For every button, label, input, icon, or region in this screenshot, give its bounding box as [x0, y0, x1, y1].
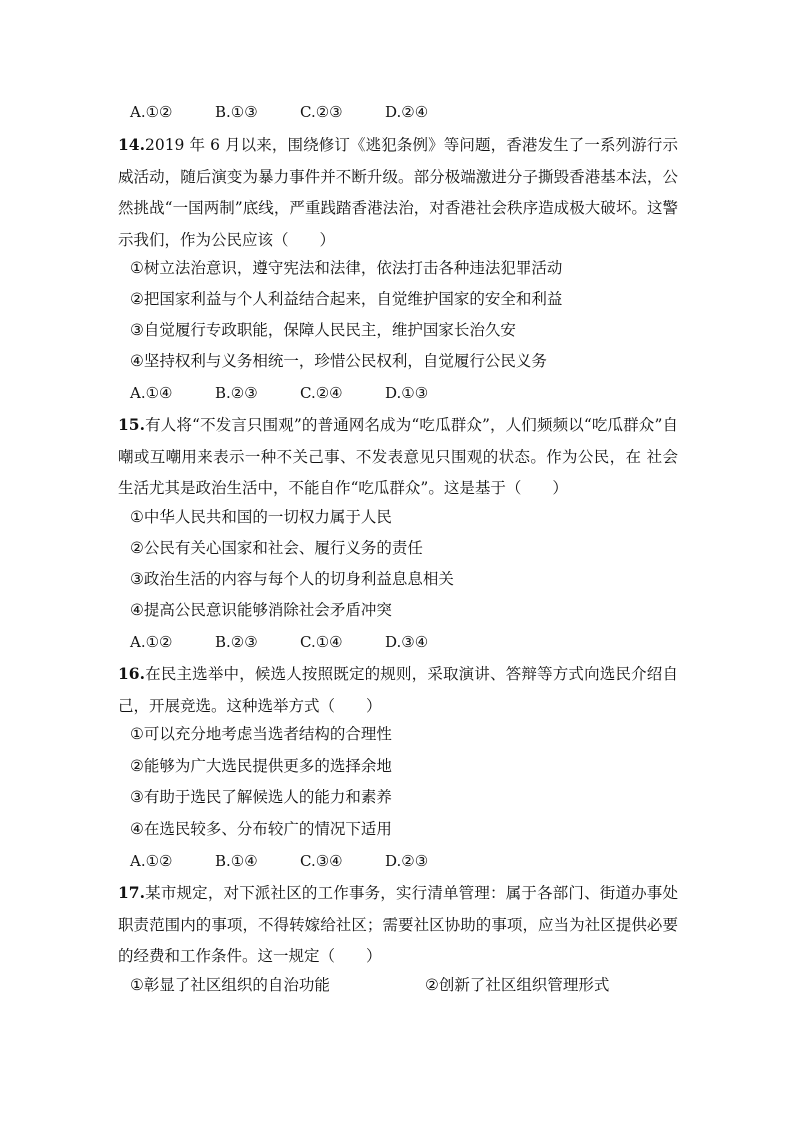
q13-choice-b: B.①③	[215, 103, 258, 121]
q14-choices	[130, 383, 470, 403]
q13-choices	[130, 102, 470, 122]
q13-choice-a: A.①②	[130, 103, 173, 121]
q16-choice-c: C.③④	[300, 852, 343, 870]
q14-stem	[118, 129, 678, 256]
q16-choice-b: B.①④	[215, 852, 258, 870]
q17-option-1: ①彰显了社区组织的自治功能	[130, 976, 330, 994]
q15-choice-c: C.①④	[300, 633, 343, 651]
q13-choice-c: C.②③	[300, 103, 343, 121]
q14-option-2: ②把国家利益与个人利益结合起来，自觉维护国家的安全和利益	[130, 290, 563, 308]
q15-option-4: ④提高公民意识能够消除社会矛盾冲突	[130, 601, 392, 619]
q16-choice-a: A.①②	[130, 852, 173, 870]
q17-stem	[118, 877, 678, 973]
q15-stem-text: 有人将“不发言只围观”的普通网名成为“吃瓜群众”，人们频频以“吃瓜群众”自嘲或互嘲用来表示一种不关己事、不发表意见只围观的状态。作为公民，在 社会生活尤其是政治生活中，不能自作“吃瓜群众”。这是基于（ ）	[118, 416, 678, 497]
q14-option-3: ③自觉履行专政职能，保障人民民主，维护国家长治久安	[130, 321, 516, 339]
q16-choices	[130, 851, 470, 871]
q15-number: 15.	[118, 415, 145, 434]
q15-option-2: ②公民有关心国家和社会、履行义务的责任	[130, 539, 423, 557]
q13-choice-d: D.②④	[385, 103, 429, 121]
q17-number: 17.	[118, 883, 145, 902]
q14-option-4: ④坚持权利与义务相统一，珍惜公民权利，自觉履行公民义务	[130, 352, 547, 370]
q14-option-1: ①树立法治意识，遵守宪法和法律，依法打击各种违法犯罪活动	[130, 259, 563, 277]
q14-number: 14.	[118, 135, 145, 154]
q17-option-2: ②创新了社区组织管理形式	[425, 976, 610, 994]
q15-choice-b: B.②③	[215, 633, 258, 651]
q14-choice-b: B.②③	[215, 384, 258, 402]
q16-option-1: ①可以充分地考虑当选者结构的合理性	[130, 725, 392, 743]
q16-stem-text: 在民主选举中，候选人按照既定的规则，采取演讲、答辩等方式向选民介绍自己，开展竞选。这种选举方式（ ）	[118, 665, 678, 715]
q16-stem	[118, 658, 678, 722]
q14-choice-a: A.①④	[130, 384, 173, 402]
q15-choice-a: A.①②	[130, 633, 173, 651]
q16-option-3: ③有助于选民了解候选人的能力和素养	[130, 788, 392, 806]
q15-option-1: ①中华人民共和国的一切权力属于人民	[130, 508, 392, 526]
q15-choices	[130, 632, 470, 652]
q14-stem-text: 2019 年 6 月以来，围绕修订《逃犯条例》等问题，香港发生了一系列游行示威活动，随后演变为暴力事件并不断升级。部分极端激进分子撕毁香港基本法，公然挑战“一国两制”底线，严重践踏香港法治，对香港社会秩序造成极大破坏。这警示我们，作为公民应该（ ）	[118, 136, 678, 249]
q17-stem-text: 某市规定，对下派社区的工作事务，实行清单管理：属于各部门、街道办事处职责范围内的事项，不得转嫁给社区；需要社区协助的事项，应当为社区提供必要的经费和工作条件。这一规定（ ）	[118, 884, 678, 965]
q15-choice-d: D.③④	[385, 633, 429, 651]
q14-choice-c: C.②④	[300, 384, 343, 402]
q15-stem	[118, 409, 678, 505]
q15-option-3: ③政治生活的内容与每个人的切身利益息息相关	[130, 570, 454, 588]
q16-option-4: ④在选民较多、分布较广的情况下适用	[130, 820, 392, 838]
q16-option-2: ②能够为广大选民提供更多的选择余地	[130, 757, 392, 775]
q14-choice-d: D.①③	[385, 384, 429, 402]
q16-choice-d: D.②③	[385, 852, 429, 870]
q16-number: 16.	[118, 664, 145, 683]
